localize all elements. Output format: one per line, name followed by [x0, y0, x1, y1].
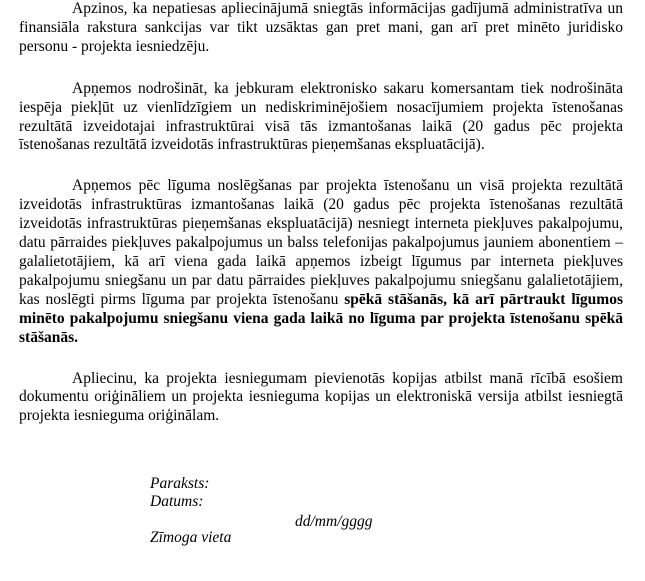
- paragraph-access-commitment: Apņemos nodrošināt, ka jebkuram elektronisko sakaru komersantam tiek nodrošināta iespēja piekļūt uz vienlīdzīgiem un nediskriminējošiem nosacījumiem projekta īstenošanas rezultātā izveidotajai infrastruktūrai visā tās izmantošanas laikā (20 gadus pēc projekta īstenošanas rezultātā izveidotās infrastruktūras pieņemšanas ekspluatācijā).: [19, 79, 623, 154]
- stamp-place-label: Zīmoga vieta: [150, 529, 232, 546]
- paragraph-sanctions-awareness: Apzinos, ka nepatiesas apliecinājumā sniegtās informācijas gadījumā administratīva un finansiāla rakstura sankcijas var tikt uzsāktas gan pret mani, gan arī pret minēto juridisko personu - projekta iesniedzēju.: [19, 0, 623, 55]
- paragraph-copies-certification: Apliecinu, ka projekta iesniegumam pievienotās kopijas atbilst manā rīcībā esošiem dokumentu oriģināliem un projekta iesnieguma kopijas un elektroniskā versija atbilst iesniegtā projekta iesnieguma oriģinālam.: [19, 369, 623, 425]
- paragraph-service-commitment-bold-text: spēkā stāšanās, kā arī pārtraukt līgumos minēto pakalpojumu sniegšanu viena gada laikā no līguma par projekta īstenošanu spēkā stāšanās.: [19, 290, 623, 346]
- signature-label: Paraksts:: [150, 475, 210, 492]
- date-label: Datums:: [150, 493, 204, 510]
- paragraph-service-commitment-text: Apņemos pēc līguma noslēgšanas par projekta īstenošanu un visā projekta rezultātā izveidotās infrastruktūras izmantošanas laikā (20 gadus pēc projekta īstenošanas rezultātā izveidotās infrastruktūras pieņemšanas ekspluatācijā) nesniegt interneta piekļuves pakalpojumu, datu pārraides piekļuves pakalpojumus un balss telefonijas pakalpojumus jauniem abonentiem – galalietotājiem, kā arī viena gada laikā apņemos izbeigt līgumus par interneta piekļuves pakalpojumu sniegšanu un par datu pārraides piekļuves pakalpojumu sniegšanu galalietotājiem, kas noslēgti pirms līguma par projekta īstenošanu: [19, 177, 623, 308]
- document-body: [19, 0, 623, 426]
- date-format: dd/mm/gggg: [295, 513, 373, 530]
- paragraph-service-commitment: [19, 177, 623, 347]
